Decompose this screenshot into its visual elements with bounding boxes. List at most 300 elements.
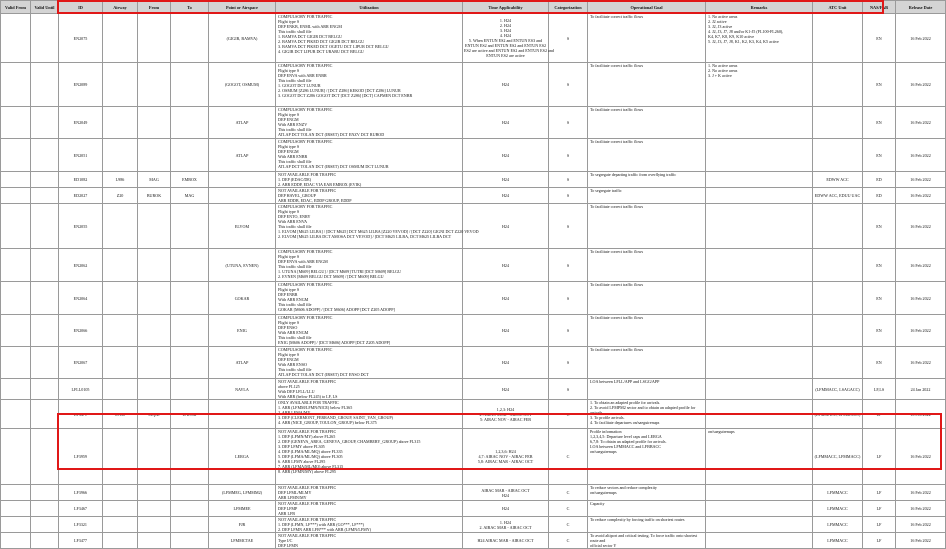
time-applicability-cell-line: H24 AIRAC MAR - AIRAC OCT: [477, 538, 534, 543]
atc-unit-cell: [813, 107, 863, 139]
remarks-cell: [706, 249, 813, 282]
table-row: [1, 533, 946, 549]
time-applicability-cell-line: 1. H24: [499, 18, 512, 23]
valid-from-cell: [1, 63, 31, 107]
from-cell: [138, 347, 171, 379]
point-cell: GOKAR: [209, 282, 276, 315]
utilization-cell-line: 1. DEP (LFMN/MY) above FL265: [278, 434, 336, 439]
utilization-cell: [276, 249, 463, 282]
atc-unit-cell: LFMMACC: [813, 501, 863, 517]
valid-from-cell: [1, 533, 31, 549]
remarks-cell: [706, 139, 813, 172]
restriction-id-cell: EN2067: [59, 347, 103, 379]
to-cell: [171, 249, 209, 282]
to-cell: [171, 517, 209, 533]
time-applicability-cell-line: 4. H24: [499, 33, 512, 38]
time-applicability-cell-line: AIRAC MAR - AIRAC OCT: [481, 487, 530, 493]
utilization-cell-line: ARR EDDB, EDAC, EDDP GROUP, EDDP: [278, 198, 352, 203]
release-date-cell: 16 Feb 2022: [896, 249, 946, 282]
point-cell: LFMMEE: [209, 501, 276, 517]
time-applicability-cell: [463, 63, 549, 107]
utilization-cell-line: COMPULSORY FOR TRAFFIC: [278, 63, 333, 68]
time-applicability-cell-line: H24: [501, 295, 510, 301]
categorization-cell: C: [549, 429, 588, 485]
utilization-cell-line: 1. DEP (EDAC/DE): [278, 177, 312, 182]
categorization-cell: S: [549, 63, 588, 107]
utilization-cell-line: 1. GOGOT DCT LUNUR: [278, 83, 321, 88]
restriction-id-cell: EN2049: [59, 107, 103, 139]
point-cell: (LFMMEG, LFMMM2): [209, 485, 276, 501]
table-row: [1, 517, 946, 533]
release-date-cell: 16 Feb 2022: [896, 188, 946, 204]
utilization-cell-line: NOT AVAILABLE FOR TRAFFIC: [278, 501, 337, 506]
categorization-cell: S: [549, 282, 588, 315]
time-applicability-cell-line: ENTUN ES2 and ENTUN ES2 and ENTUN ES2: [464, 43, 547, 48]
utilization-cell-line: COMPULSORY FOR TRAFFIC: [278, 139, 333, 144]
atc-unit-cell: [813, 204, 863, 249]
remarks-cell-line: 1. No active areas: [708, 14, 738, 19]
time-applicability-cell-line: H24: [501, 223, 510, 229]
to-cell: [171, 429, 209, 485]
airway-cell: [103, 282, 138, 315]
utilization-cell-line: DEP LFMN: [278, 543, 298, 548]
remarks-cell: [706, 501, 813, 517]
utilization-cell-line: 1. ARR (LFMM/LFMN/NICE) below FL365: [278, 405, 353, 410]
airway-cell: [103, 63, 138, 107]
utilization-cell-line: 2. BAMVA DCT PIKED DCT GIGIR DCT BELGU: [278, 39, 365, 44]
operational-goal-cell-line: To facilitate correct traffic flows: [590, 204, 644, 209]
remarks-cell: [706, 172, 813, 188]
atc-unit-cell: LFMMACC: [813, 517, 863, 533]
utilization-cell-line: 1. ELVOM [M625 LILBA] / [DCT M625] DCT M625 LILBA [Z220 VEVOD] / [DCT Z220] GIGNI DCT Z220 VEVOD: [278, 229, 479, 234]
header-atc-unit: ATC Unit: [813, 1, 863, 14]
header-airway: Airway: [103, 1, 138, 14]
utilization-cell-line: COMPULSORY FOR TRAFFIC: [278, 315, 333, 320]
utilization-cell-line: COMPULSORY FOR TRAFFIC: [278, 249, 333, 254]
utilization-cell-line: DEP LFML/MLMY: [278, 490, 312, 495]
table-row: [1, 63, 946, 107]
remarks-cell-line: 4. J2, J3, J7, J8 and/or K1-J5 (FL100-FL260),: [708, 29, 784, 34]
operational-goal-cell-line: 4. To facilitate departures on/saeguirenups: [590, 420, 660, 425]
operational-goal-cell-line: 6,7,8: To obtain an adapted profile for arrivals.: [590, 439, 667, 444]
valid-until-cell: [31, 107, 59, 139]
utilization-cell-line: This traffic shall file: [278, 302, 312, 307]
airway-cell: [103, 429, 138, 485]
categorization-cell: S: [549, 315, 588, 347]
valid-until-cell: [31, 188, 59, 204]
airway-cell: UN30: [103, 400, 138, 429]
utilization-cell: [276, 485, 463, 501]
nas-fab-cell: EN: [863, 347, 896, 379]
atc-unit-cell: [813, 249, 863, 282]
operational-goal-cell-line: To facilitate correct traffic flows: [590, 63, 644, 68]
utilization-cell-line: 2. ARR LFMA/MY: [278, 410, 311, 415]
nas-fab-cell: EN: [863, 282, 896, 315]
header-id: ID: [59, 1, 103, 14]
table-row: [1, 400, 946, 429]
atc-unit-cell: [813, 282, 863, 315]
categorization-cell: S: [549, 249, 588, 282]
from-cell: [138, 107, 171, 139]
nas-fab-cell: EN: [863, 315, 896, 347]
operational-goal-cell: [588, 188, 706, 204]
utilization-cell-line: COMPULSORY FOR TRAFFIC: [278, 347, 333, 352]
operational-goal-cell: [588, 315, 706, 347]
time-applicability-cell-line: ENTUN ES2 are active: [486, 53, 525, 58]
categorization-cell: S: [549, 379, 588, 400]
nas-fab-cell: EN: [863, 107, 896, 139]
utilization-cell-line: This traffic shall file: [278, 78, 312, 83]
release-date-cell: 16 Feb 2022: [896, 63, 946, 107]
operational-goal-cell-line: Capacity: [590, 501, 605, 506]
utilization-cell-line: 2. EVNEN [M609 BELGU DCT M609] / [DCT M609] BELGU: [278, 274, 384, 279]
utilization-cell-line: 8. ARR (LFMN/MY) above FL295: [278, 469, 336, 474]
restriction-id-cell: LF3966: [59, 485, 103, 501]
point-cell: (UTUNA, EVNEN): [209, 249, 276, 282]
to-cell: [171, 533, 209, 549]
restriction-id-cell: LF3321: [59, 517, 103, 533]
categorization-cell: C: [549, 501, 588, 517]
time-applicability-cell-line: H24: [501, 152, 510, 158]
utilization-cell-line: 2. ARR EDDP, EDAC VIA EAB EMBOX (EVIK): [278, 182, 362, 187]
remarks-cell-line: 3. J + K active: [708, 73, 732, 78]
to-cell: [171, 485, 209, 501]
utilization-cell-line: Flight type S: [278, 352, 300, 357]
utilization-cell-line: Flight type S: [278, 68, 300, 73]
atc-unit-cell: EDWW ACC, EDUU UAC: [813, 188, 863, 204]
utilization-cell-line: This traffic shall file: [278, 159, 312, 164]
utilization-cell-line: DEP ENVA with ARR ENGM: [278, 259, 328, 264]
time-applicability-cell: [463, 517, 549, 533]
release-date-cell: 16 Feb 2022: [896, 517, 946, 533]
remarks-cell-line: 1. No active areas: [708, 63, 738, 68]
time-applicability-cell-line: 1,2,3,6: H24: [495, 449, 516, 454]
utilization-cell-line: 2. DEP LFMN ARR LFB*** with ARR (LFMN/LFMY): [278, 527, 372, 532]
restriction-id-cell: LF3467: [59, 501, 103, 517]
operational-goal-cell: [588, 139, 706, 172]
to-cell: [171, 501, 209, 517]
operational-goal-cell-line: To facilitate correct traffic flows: [590, 347, 644, 352]
nas-fab-cell: LF,LS: [863, 379, 896, 400]
valid-from-cell: [1, 14, 31, 63]
operational-goal-cell-line: LOA between LFMMACC and LFBBACC: [590, 444, 661, 449]
utilization-cell-line: 3. DEP (CLERMONT_FERRAND_GROUP, SAINT_YAN_GROUP): [278, 415, 394, 420]
to-cell: MAG: [171, 188, 209, 204]
time-applicability-cell: [463, 429, 549, 485]
atc-unit-cell: (LFMMACC, LFMMACC): [813, 400, 863, 429]
release-date-cell: 16 Feb 2022: [896, 501, 946, 517]
point-cell: LFMMCTAE: [209, 533, 276, 549]
restriction-id-cell: ED2027: [59, 188, 103, 204]
utilization-cell: [276, 347, 463, 379]
atc-unit-cell: [813, 139, 863, 172]
to-cell: [171, 107, 209, 139]
remarks-cell-line: 5. J2, J3, J7, J8, K1, K2, K3, K4, K5 active: [708, 39, 779, 44]
valid-until-cell: [31, 485, 59, 501]
atc-unit-cell: LFMMACC: [813, 533, 863, 549]
release-date-cell: 16 Feb 2022: [896, 139, 946, 172]
utilization-cell-line: This traffic shall file: [278, 264, 312, 269]
time-applicability-cell: [463, 533, 549, 549]
table-row: [1, 107, 946, 139]
utilization-cell-line: This traffic shall file: [278, 127, 312, 132]
restriction-id-cell: EN2089: [59, 63, 103, 107]
release-date-cell: 16 Feb 2022: [896, 14, 946, 63]
operational-goal-cell-line: 1. To obtain an adapted profile for arrivals.: [590, 400, 661, 405]
time-applicability-cell-line: 3. H24: [499, 28, 512, 33]
time-applicability-cell-line: H24: [501, 386, 510, 392]
time-applicability-cell: [463, 139, 549, 172]
categorization-cell: C: [549, 517, 588, 533]
time-applicability-cell-line: ES2 are active and ENTUN ES2 and ENTUN ES2 and: [464, 48, 554, 53]
atc-unit-cell: (LFMMACC, LFMMACC): [813, 429, 863, 485]
utilization-cell-line: 3. BAMVA DCT PIKED DCT OGETU DCT LIPUR DCT BELGU: [278, 44, 389, 49]
operational-goal-cell-line: To avoid altiport and critical testing. To force traffic onto shortest route and: [590, 533, 698, 543]
point-cell: LERGA: [209, 429, 276, 485]
release-date-cell: 16 Feb 2022: [896, 533, 946, 549]
utilization-cell-line: Flight type S: [278, 144, 300, 149]
operational-goal-cell-line: Profile information: [590, 429, 622, 434]
valid-until-cell: [31, 315, 59, 347]
release-date-cell: 16 Feb 2022: [896, 485, 946, 501]
from-cell: BUROK: [138, 188, 171, 204]
utilization-cell-line: 7. ARR (LFMA/ML/MQ) above FL315: [278, 464, 344, 469]
airway-cell: [103, 315, 138, 347]
utilization-cell-line: Flight type S: [278, 287, 300, 292]
utilization-cell-line: 3. GOGOT DCT Z286 GOGOT DCT [DCT Z286] [DCT] CAPMEN DCT ENBR: [278, 93, 413, 98]
valid-until-cell: [31, 379, 59, 400]
time-applicability-cell: [463, 485, 549, 501]
valid-from-cell: [1, 347, 31, 379]
point-cell: ATLAP: [209, 139, 276, 172]
time-applicability-cell-line: H24: [501, 177, 510, 182]
nas-fab-cell: LF: [863, 485, 896, 501]
remarks-cell: [706, 204, 813, 249]
header-point-or-airspace: Point or Airspace: [209, 1, 276, 14]
from-cell: LIQID: [138, 400, 171, 429]
valid-from-cell: [1, 429, 31, 485]
utilization-cell-line: ONLY AVAILABLE FOR TRAFFIC: [278, 400, 339, 405]
from-cell: [138, 533, 171, 549]
utilization-cell-line: NOT AVAILABLE FOR TRAFFIC: [278, 188, 337, 193]
utilization-cell: [276, 379, 463, 400]
nas-fab-cell: LF: [863, 501, 896, 517]
atc-unit-cell: [813, 315, 863, 347]
utilization-cell-line: ENIG [M606 ADOPP] / [DCT M606] ADOPP [DCT Z205 ADOPP]: [278, 340, 391, 345]
categorization-cell: C: [549, 485, 588, 501]
point-cell: [209, 188, 276, 204]
utilization-cell-line: DEP HAVEL_GROUP: [278, 193, 316, 198]
airway-cell: [103, 249, 138, 282]
remarks-cell: [706, 400, 813, 429]
utilization-cell-line: This traffic shall file: [278, 224, 312, 229]
operational-goal-cell: [588, 347, 706, 379]
operational-goal-cell: [588, 429, 706, 485]
remarks-cell-line: K4, K7, K8, K9, K10 active: [708, 34, 755, 39]
remarks-cell: [706, 379, 813, 400]
point-cell: (GOGOT, OSMUM): [209, 63, 276, 107]
release-date-cell: 16 Feb 2022: [896, 282, 946, 315]
utilization-cell-line: 1. DEP (LFMN, LF***) with ARR (GO***, LF***): [278, 522, 365, 527]
restriction-id-cell: EN2062: [59, 249, 103, 282]
utilization-cell-line: COMPULSORY FOR TRAFFIC: [278, 107, 333, 112]
utilization-cell-line: NOT AVAILABLE FOR TRAFFIC: [278, 379, 337, 384]
time-applicability-cell-line: H24: [501, 262, 510, 268]
utilization-cell-line: With ARR (below FL245) to LF, LS: [278, 394, 338, 399]
utilization-cell-line: ATLAP DCT TOLAN DCT (IRSET) DCT ENZV DCT RUBOD: [278, 132, 385, 137]
utilization-cell-line: DEP ENSO: [278, 325, 298, 330]
point-cell: ELVOM: [209, 204, 276, 249]
utilization-cell-line: DEP ENBR: [278, 292, 298, 297]
restriction-id-cell: LFLL0105: [59, 379, 103, 400]
time-applicability-cell: [463, 400, 549, 429]
airway-cell: [103, 379, 138, 400]
time-applicability-cell: [463, 204, 549, 249]
remarks-cell-line: on/saeguirenups: [708, 429, 735, 434]
categorization-cell: C: [549, 400, 588, 429]
utilization-cell-line: 2. ELVOM [M625 LILBA DCT AMOSA DCT VEVOD] / [DCT M625 LILBA, DCT M625 LILBA DCT: [278, 234, 452, 239]
header-remarks: Remarks: [706, 1, 813, 14]
time-applicability-cell: [463, 172, 549, 188]
operational-goal-cell: [588, 517, 706, 533]
header-from: From: [138, 1, 171, 14]
release-date-cell: 16 Feb 2022: [896, 172, 946, 188]
point-cell: (GIGIR, BAMVA): [209, 14, 276, 63]
valid-from-cell: [1, 204, 31, 249]
header-time-applicability: Time Applicability: [463, 1, 549, 14]
remarks-cell: [706, 14, 813, 63]
airway-cell: L986: [103, 172, 138, 188]
time-applicability-cell-line: H24: [501, 120, 510, 125]
time-applicability-cell-line: 2. H24: [499, 23, 512, 28]
valid-until-cell: [31, 517, 59, 533]
operational-goal-cell: [588, 249, 706, 282]
restriction-id-cell: LF3471: [59, 400, 103, 429]
time-applicability-cell: [463, 282, 549, 315]
time-applicability-cell-line: H24: [501, 82, 510, 87]
atc-unit-cell: EDWW ACC: [813, 172, 863, 188]
release-date-cell: 16 Feb 2022: [896, 400, 946, 429]
atc-unit-cell: LFMMACC: [813, 485, 863, 501]
atc-unit-cell: [813, 347, 863, 379]
restriction-id-cell: EN2075: [59, 14, 103, 63]
remarks-cell: [706, 315, 813, 347]
utilization-cell-line: NOT AVAILABLE FOR TRAFFIC: [278, 517, 337, 522]
table-row: [1, 14, 946, 63]
time-applicability-cell-line: H24: [501, 492, 510, 498]
from-cell: [138, 501, 171, 517]
utilization-cell-line: COMPULSORY FOR TRAFFIC: [278, 14, 333, 19]
time-applicability-cell-line: 1. H24: [499, 519, 512, 525]
utilization-cell-line: COMPULSORY FOR TRAFFIC: [278, 282, 333, 287]
restriction-id-cell: LF3477: [59, 533, 103, 549]
remarks-cell: [706, 533, 813, 549]
restriction-id-cell: ED1082: [59, 172, 103, 188]
header-release-date: Release Date: [896, 1, 946, 14]
utilization-cell: [276, 533, 463, 549]
time-applicability-cell: [463, 315, 549, 347]
utilization-cell-line: 5. DEP (LFMA/ML/MQ) above FL305: [278, 454, 343, 459]
valid-until-cell: [31, 63, 59, 107]
operational-goal-cell: [588, 533, 706, 549]
utilization-cell: [276, 517, 463, 533]
airway-cell: [103, 139, 138, 172]
operational-goal-cell-line: official sector Y: [590, 543, 617, 548]
utilization-cell-line: ARR LFMN/MY: [278, 495, 307, 500]
from-cell: [138, 429, 171, 485]
remarks-cell: [706, 485, 813, 501]
categorization-cell: C: [549, 533, 588, 549]
valid-until-cell: [31, 400, 59, 429]
utilization-cell-line: ARR LFB: [278, 511, 295, 516]
nas-fab-cell: EN: [863, 139, 896, 172]
airway-cell: [103, 14, 138, 63]
remarks-cell-line: 2. J2 active: [708, 19, 727, 24]
utilization-cell: [276, 501, 463, 517]
utilization-cell-line: NOT AVAILABLE FOR TRAFFIC: [278, 485, 337, 490]
time-applicability-cell: [463, 14, 554, 63]
operational-goal-cell: [588, 400, 706, 429]
operational-goal-cell: [588, 204, 706, 249]
utilization-cell-line: Flight type S: [278, 19, 300, 24]
utilization-cell-line: ATLAP DCT TOLAN DCT (IRSET) DCT ENSO DCT: [278, 372, 369, 377]
operational-goal-cell-line: To facilitate correct traffic flows: [590, 107, 644, 112]
from-cell: [138, 315, 171, 347]
utilization-cell-line: DEP ENGM: [278, 117, 299, 122]
utilization-cell-line: This traffic shall file: [278, 367, 312, 372]
operational-goal-cell-line: To facilitate correct traffic flows: [590, 282, 644, 287]
valid-from-cell: [1, 315, 31, 347]
release-date-cell: 16 Feb 2022: [896, 429, 946, 485]
operational-goal-cell: [588, 501, 706, 517]
from-cell: [138, 63, 171, 107]
restriction-id-cell: EN2064: [59, 282, 103, 315]
nas-fab-cell: EN: [863, 204, 896, 249]
operational-goal-cell-line: To facilitate correct traffic flows: [590, 139, 644, 144]
valid-from-cell: [1, 501, 31, 517]
categorization-cell: S: [549, 347, 588, 379]
from-cell: [138, 204, 171, 249]
utilization-cell: [276, 315, 463, 347]
to-cell: [171, 379, 209, 400]
nas-fab-cell: LF: [863, 517, 896, 533]
operational-goal-cell-line: LOA between LFLL/APP and LSGG/APP: [590, 379, 660, 384]
categorization-cell: S: [549, 107, 588, 139]
to-cell: [171, 347, 209, 379]
utilization-cell-line: 2. OSMUM [Z286 LUNUR] / [DCT Z286] KEKOD [DCT Z286] LUNUR: [278, 88, 401, 93]
time-applicability-cell-line: 4,7: AIRAC NOV - AIRAC FEB: [478, 454, 533, 459]
utilization-cell-line: 4. ARR (NICE_GROUP, TOULON_GROUP) below FL375: [278, 420, 377, 425]
time-applicability-cell: [463, 347, 549, 379]
utilization-cell-line: COMPULSORY FOR TRAFFIC: [278, 204, 333, 209]
remarks-cell-line: 2. No active areas: [708, 68, 738, 73]
airway-cell: [103, 517, 138, 533]
operational-goal-cell: [588, 14, 706, 63]
operational-goal-cell-line: on/saeguirenups: [590, 449, 617, 454]
header-categorization: Categorization: [549, 1, 588, 14]
utilization-cell-line: This traffic shall file: [278, 29, 312, 34]
valid-from-cell: [1, 139, 31, 172]
operational-goal-cell-line: To facilitate correct traffic flows: [590, 249, 644, 254]
point-cell: ATLAP: [209, 347, 276, 379]
to-cell: [171, 204, 209, 249]
utilization-cell-line: DEP ENVA with ARR ENBR: [278, 73, 327, 78]
to-cell: [171, 63, 209, 107]
table-row: [1, 429, 946, 485]
restriction-id-cell: EN2055: [59, 204, 103, 249]
time-applicability-cell: [463, 379, 549, 400]
point-cell: [209, 172, 276, 188]
